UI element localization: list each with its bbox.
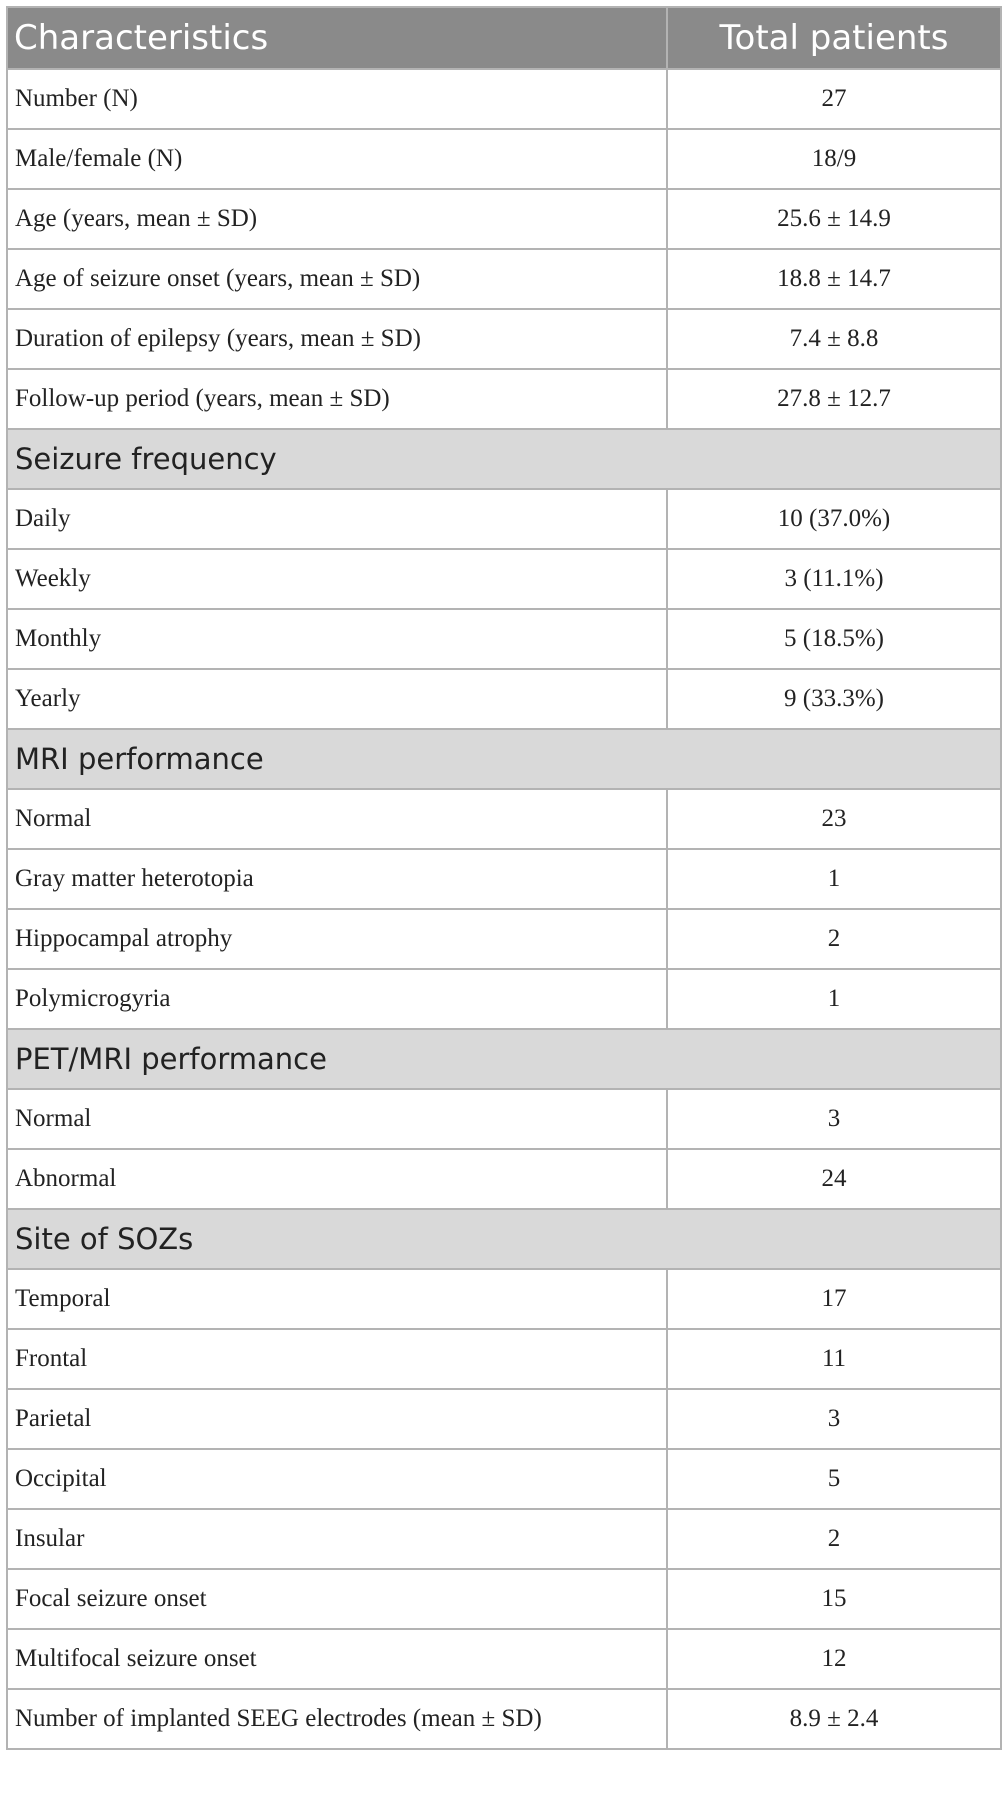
row-label: Weekly — [7, 549, 667, 609]
row-label: Yearly — [7, 669, 667, 729]
section-header-mri-performance — [7, 729, 1001, 789]
table-row — [7, 969, 1001, 1029]
row-label: Normal — [7, 789, 667, 849]
row-label: Number of implanted SEEG electrodes (mean ± SD) — [7, 1689, 667, 1749]
row-value: 9 (33.3%) — [667, 669, 1001, 729]
table-row — [7, 1149, 1001, 1209]
row-value: 2 — [667, 909, 1001, 969]
table-row — [7, 309, 1001, 369]
section-title: PET/MRI performance — [7, 1029, 1001, 1089]
table-row — [7, 1269, 1001, 1329]
table-row — [7, 1569, 1001, 1629]
row-value: 25.6 ± 14.9 — [667, 189, 1001, 249]
table-row — [7, 849, 1001, 909]
section-header-seizure-frequency — [7, 429, 1001, 489]
row-value: 10 (37.0%) — [667, 489, 1001, 549]
row-label: Male/female (N) — [7, 129, 667, 189]
row-value: 23 — [667, 789, 1001, 849]
row-value: 1 — [667, 969, 1001, 1029]
row-label: Hippocampal atrophy — [7, 909, 667, 969]
row-label: Age of seizure onset (years, mean ± SD) — [7, 249, 667, 309]
row-value: 24 — [667, 1149, 1001, 1209]
row-value: 3 (11.1%) — [667, 549, 1001, 609]
row-value: 1 — [667, 849, 1001, 909]
row-value: 5 (18.5%) — [667, 609, 1001, 669]
row-value: 2 — [667, 1509, 1001, 1569]
table-container — [6, 6, 1000, 1750]
row-label: Focal seizure onset — [7, 1569, 667, 1629]
row-value: 15 — [667, 1569, 1001, 1629]
header-total-patients: Total patients — [667, 7, 1001, 69]
row-value: 18/9 — [667, 129, 1001, 189]
header-row — [7, 7, 1001, 69]
row-label: Monthly — [7, 609, 667, 669]
row-label: Multifocal seizure onset — [7, 1629, 667, 1689]
row-value: 12 — [667, 1629, 1001, 1689]
table-row — [7, 1689, 1001, 1749]
section-title: Seizure frequency — [7, 429, 1001, 489]
table-row — [7, 669, 1001, 729]
row-label: Frontal — [7, 1329, 667, 1389]
row-value: 5 — [667, 1449, 1001, 1509]
patient-characteristics-table — [6, 6, 1002, 1750]
row-label: Duration of epilepsy (years, mean ± SD) — [7, 309, 667, 369]
row-value: 18.8 ± 14.7 — [667, 249, 1001, 309]
table-row — [7, 549, 1001, 609]
row-value: 11 — [667, 1329, 1001, 1389]
table-row — [7, 1449, 1001, 1509]
row-label: Normal — [7, 1089, 667, 1149]
table-row — [7, 129, 1001, 189]
row-value: 27.8 ± 12.7 — [667, 369, 1001, 429]
row-label: Occipital — [7, 1449, 667, 1509]
row-label: Abnormal — [7, 1149, 667, 1209]
row-value: 17 — [667, 1269, 1001, 1329]
table-row — [7, 249, 1001, 309]
table-row — [7, 1389, 1001, 1449]
table-row — [7, 789, 1001, 849]
table-row — [7, 69, 1001, 129]
table-row — [7, 909, 1001, 969]
row-label: Number (N) — [7, 69, 667, 129]
header-characteristics: Characteristics — [7, 7, 667, 69]
section-title: Site of SOZs — [7, 1209, 1001, 1269]
table-row — [7, 1629, 1001, 1689]
section-title: MRI performance — [7, 729, 1001, 789]
table-row — [7, 189, 1001, 249]
row-label: Parietal — [7, 1389, 667, 1449]
section-header-site-of-sozs — [7, 1209, 1001, 1269]
row-label: Temporal — [7, 1269, 667, 1329]
row-value: 8.9 ± 2.4 — [667, 1689, 1001, 1749]
row-label: Gray matter heterotopia — [7, 849, 667, 909]
table-row — [7, 369, 1001, 429]
table-row — [7, 1089, 1001, 1149]
row-value: 27 — [667, 69, 1001, 129]
table-row — [7, 1509, 1001, 1569]
table-row — [7, 489, 1001, 549]
row-value: 3 — [667, 1389, 1001, 1449]
table-row — [7, 609, 1001, 669]
section-header-pet-mri-performance — [7, 1029, 1001, 1089]
row-value: 3 — [667, 1089, 1001, 1149]
row-label: Age (years, mean ± SD) — [7, 189, 667, 249]
row-label: Daily — [7, 489, 667, 549]
row-label: Polymicrogyria — [7, 969, 667, 1029]
table-row — [7, 1329, 1001, 1389]
row-value: 7.4 ± 8.8 — [667, 309, 1001, 369]
row-label: Follow-up period (years, mean ± SD) — [7, 369, 667, 429]
row-label: Insular — [7, 1509, 667, 1569]
